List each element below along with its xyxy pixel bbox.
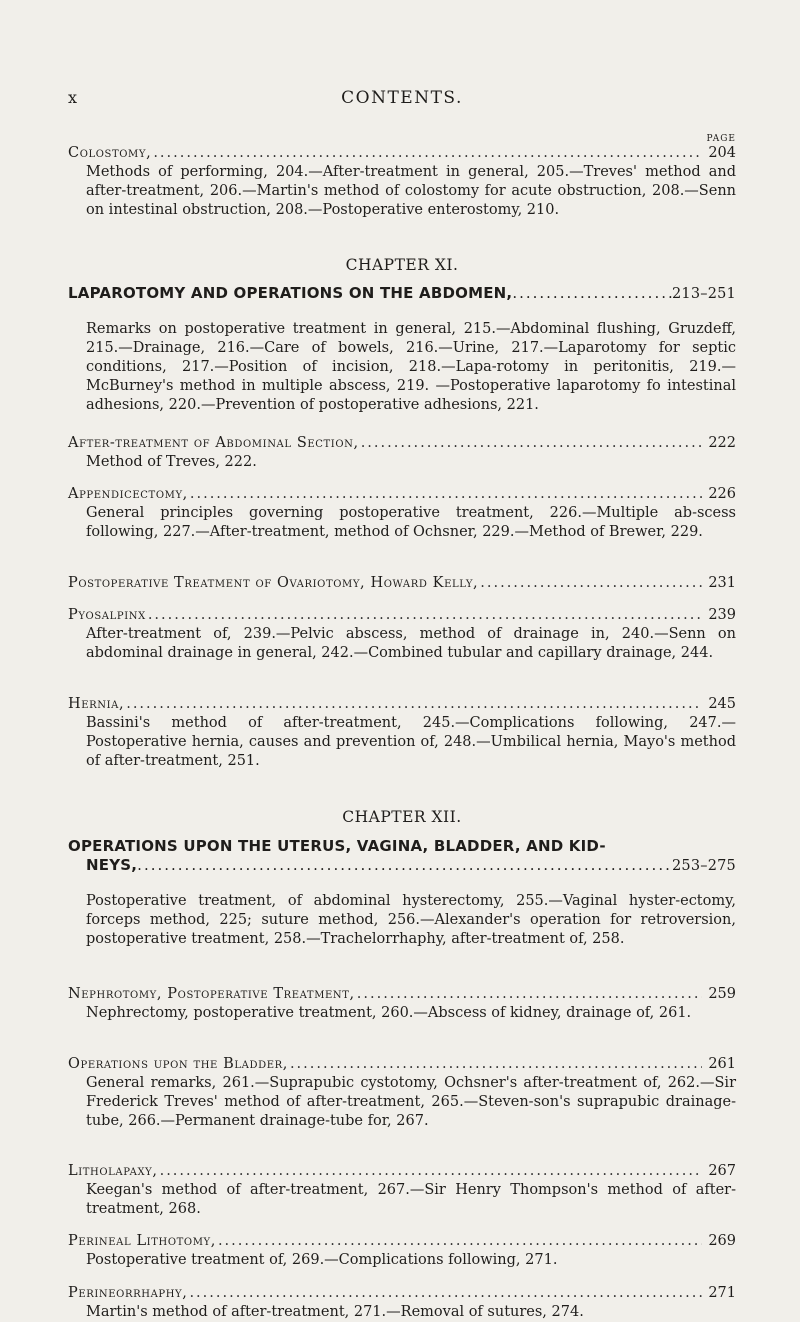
leader-dots [361, 434, 702, 453]
entry-page: 269 [708, 1233, 736, 1249]
page-header [68, 88, 736, 112]
chapter-title-text: LAPAROTOMY AND OPERATIONS ON THE ABDOMEN, [68, 284, 513, 302]
leader-dots [148, 606, 702, 625]
chapter-title-text: OPERATIONS UPON THE UTERUS, VAGINA, BLADDER, AND KID- [68, 837, 606, 855]
entry-page: 226 [708, 486, 736, 502]
entry-description: Keegan's method of after-treatment, 267.—Sir Henry Thompson's method of after-treatment, 268. [86, 1182, 736, 1217]
leader-dots [137, 856, 672, 875]
toc-entry [68, 985, 736, 1023]
toc-entry [68, 1232, 736, 1270]
entry-page: 204 [708, 145, 736, 161]
entry-page: 222 [708, 435, 736, 451]
toc-entry [68, 434, 736, 472]
page-column-label: PAGE [706, 134, 736, 144]
entry-description: Bassini's method of after-treatment, 245.—Complications following, 247.—Postoperative hernia, causes and prevention of, 248.—Umbilical hernia, Mayo's method of after-treatment, 251. [86, 715, 736, 769]
entry-page: 271 [708, 1285, 736, 1301]
leader-dots [126, 695, 702, 714]
entry-description: General remarks, 261.—Suprapubic cystotomy, Ochsner's after-treatment of, 262.—Sir Frederick Treves' method of after-treatment, 265.—Steven-son's suprapubic drainage-tube, 266.—Permanent drainage-tube for, 267. [86, 1075, 736, 1129]
toc-entry [68, 485, 736, 542]
entry-description: Postoperative treatment, of abdominal hysterectomy, 255.—Vaginal hyster-ectomy, forceps method, 225; suture method, 256.—Alexander's operation for retroversion, postoperative treatment, 258.—Trachelorrhaphy, after-treatment of, 258. [86, 893, 736, 947]
entry-title: Perineal Lithotomy, [68, 1233, 216, 1249]
chapter-title [68, 284, 736, 304]
leader-dots [290, 1055, 702, 1074]
toc-entry [68, 1284, 736, 1322]
entry-description: Method of Treves, 222. [86, 454, 257, 470]
chapter-label: CHAPTER XI. [345, 256, 459, 274]
entry-page: 245 [708, 696, 736, 712]
entry-page: 261 [708, 1056, 736, 1072]
leader-dots [189, 1284, 702, 1303]
chapter-title [68, 837, 736, 876]
toc-entry [68, 320, 736, 415]
entry-page: 231 [708, 575, 736, 591]
toc-entry [68, 892, 736, 949]
entry-page: 267 [708, 1163, 736, 1179]
entry-page: 259 [708, 986, 736, 1002]
entry-description: Nephrectomy, postoperative treatment, 260.—Abscess of kidney, drainage of, 261. [86, 1005, 692, 1021]
entry-title: Postoperative Treatment of Ovariotomy, Howard Kelly, [68, 575, 479, 591]
entry-title: Nephrotomy, Postoperative Treatment, [68, 986, 355, 1002]
page-title: CONTENTS. [341, 88, 463, 108]
chapter-pages: 253–275 [671, 858, 736, 874]
entry-description: After-treatment of, 239.—Pelvic abscess, method of drainage in, 240.—Senn on abdominal drainage in general, 242.—Combined tubular and capillary drainage, 244. [86, 626, 736, 661]
entry-description: Remarks on postoperative treatment in general, 215.—Abdominal flushing, Gruzdeff, 215.—Drainage, 216.—Care of bowels, 216.—Urine, 217.—Laparotomy for septic conditions, 217.—Position of incision, 218.—Lapa-rotomy in peritonitis, 219.—McBurney's method in multiple abscess, 219. —Postoperative laparotomy fo intestinal adhesions, 220.—Prevention of postoperative adhesions, 221. [86, 321, 736, 413]
entry-description: Methods of performing, 204.—After-treatment in general, 205.—Treves' method and after-treatment, 206.—Martin's method of colostomy for acute obstruction, 208.—Senn on intestinal obstruction, 208.—Postoperative enterostomy, 210. [86, 164, 736, 218]
entry-title: Hernia, [68, 696, 125, 712]
leader-dots [160, 1162, 702, 1181]
entry-title: Litholapaxy, [68, 1163, 158, 1179]
toc-entry [68, 144, 736, 220]
entry-description: Postoperative treatment of, 269.—Complications following, 271. [86, 1252, 558, 1268]
entry-page: 239 [708, 607, 736, 623]
toc-entry [68, 606, 736, 663]
toc-entry [68, 1162, 736, 1219]
entry-title: Operations upon the Bladder, [68, 1056, 288, 1072]
chapter-label: CHAPTER XII. [342, 808, 462, 826]
entry-title: After-treatment of Abdominal Section, [68, 435, 359, 451]
entry-title: Appendicectomy, [68, 486, 188, 502]
toc-entry [68, 574, 736, 593]
leader-dots [218, 1232, 702, 1251]
entry-title: Colostomy, [68, 145, 152, 161]
entry-title: Perineorrhaphy, [68, 1285, 188, 1301]
leader-dots [190, 485, 702, 504]
page-number: x [68, 88, 79, 107]
entry-title: Pyosalpinx [68, 607, 146, 623]
leader-dots [512, 284, 672, 303]
chapter-pages: 213–251 [671, 286, 736, 302]
leader-dots [357, 985, 702, 1004]
entry-description: General principles governing postoperative treatment, 226.—Multiple ab-scess following, 227.—After-treatment, method of Ochsner, 229.—Method of Brewer, 229. [86, 505, 736, 540]
leader-dots [480, 574, 702, 593]
toc-entry [68, 695, 736, 771]
leader-dots [153, 144, 702, 163]
chapter-title-text: NEYS, [86, 856, 138, 874]
entry-description: Martin's method of after-treatment, 271.—Removal of sutures, 274. [86, 1304, 584, 1320]
toc-entry [68, 1055, 736, 1131]
